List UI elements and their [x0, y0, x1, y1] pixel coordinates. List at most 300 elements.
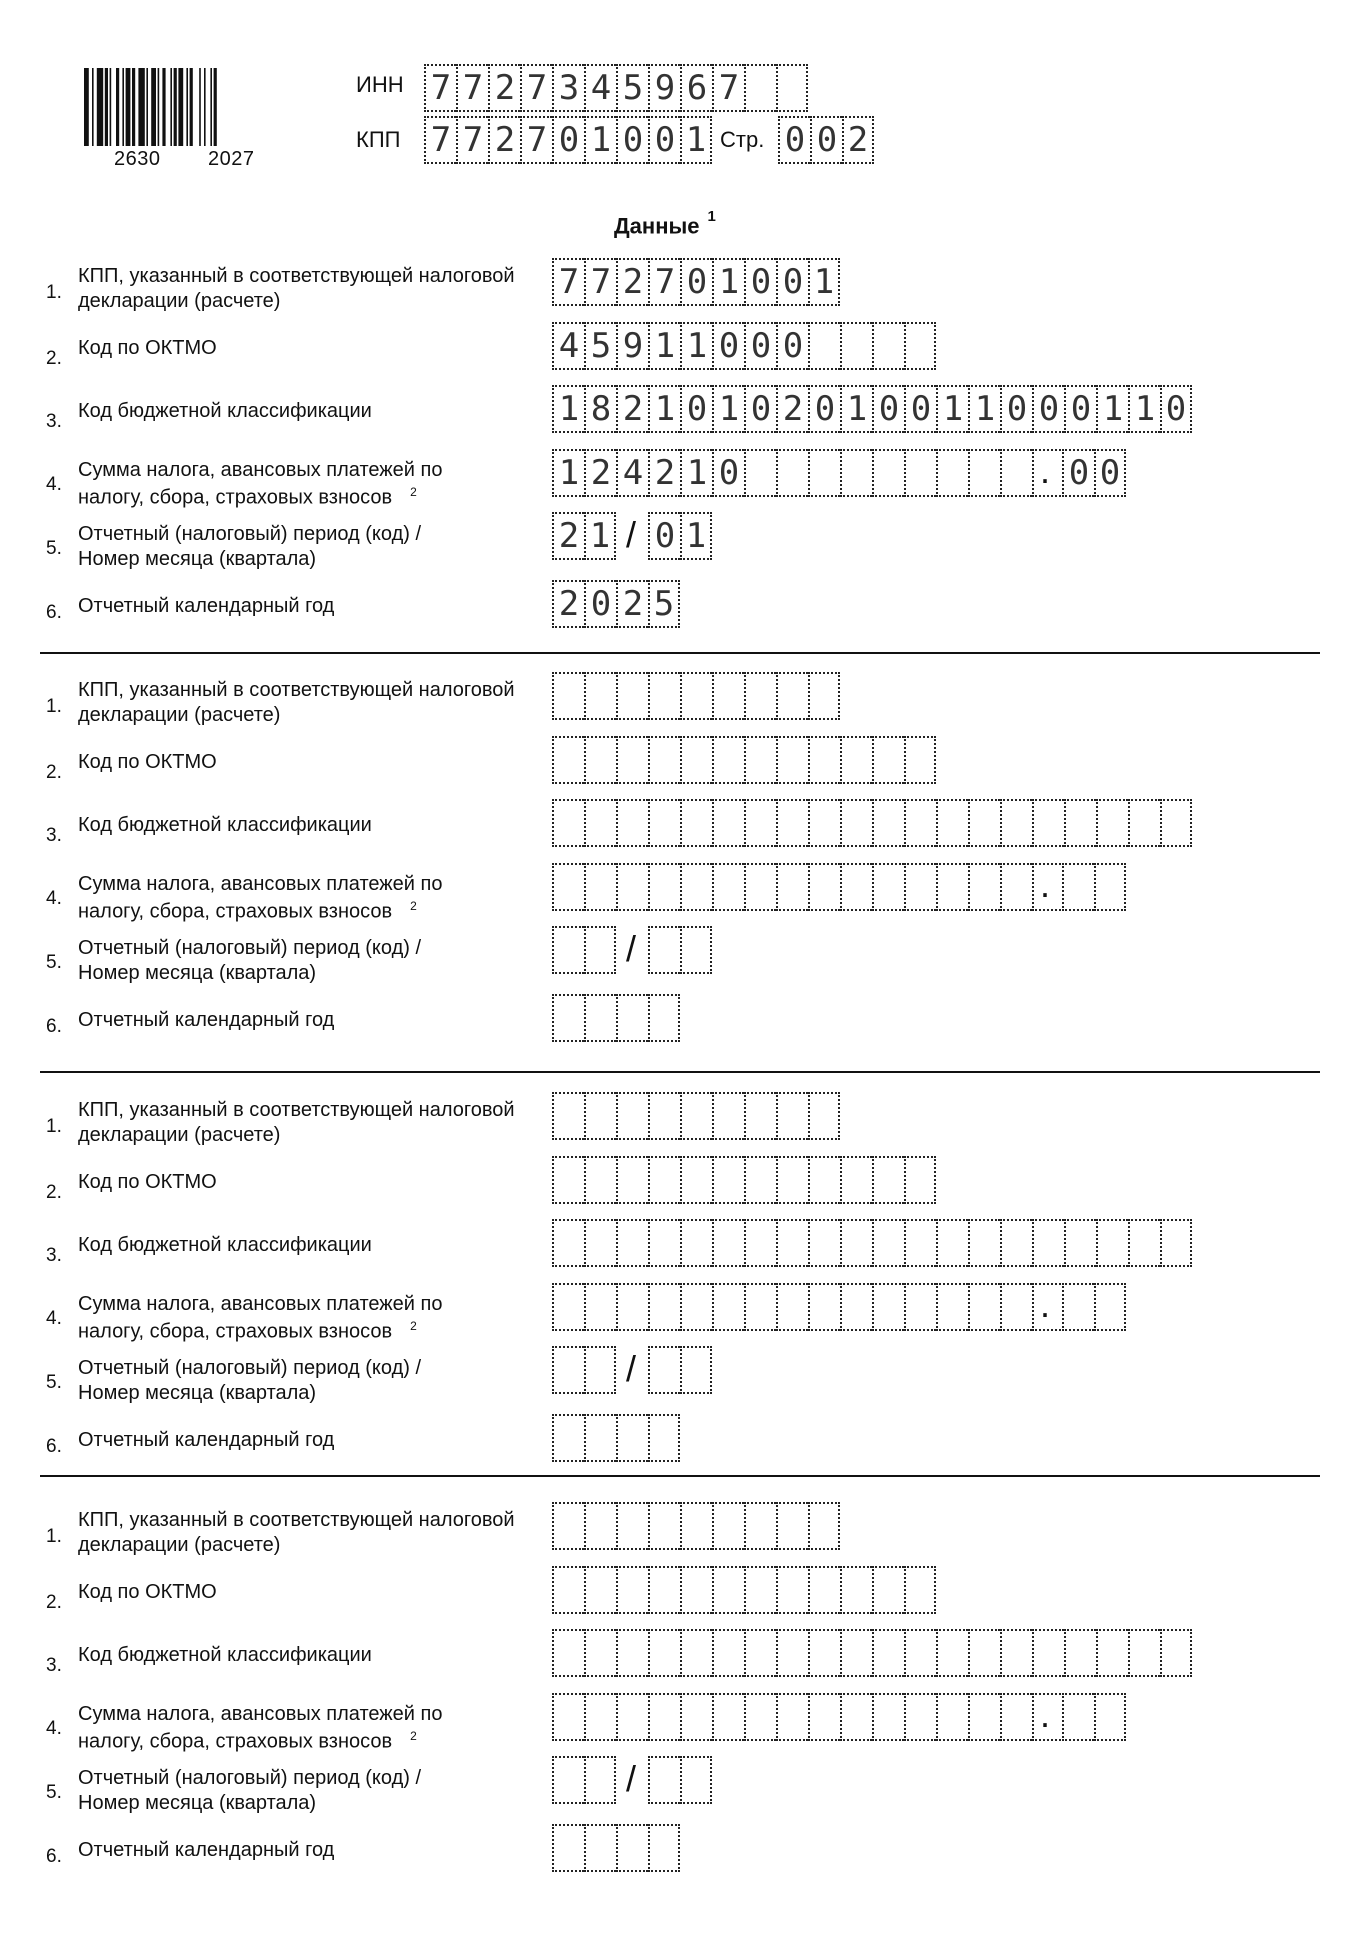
cell[interactable] [872, 322, 904, 370]
cell[interactable] [808, 1566, 840, 1614]
cell[interactable] [1064, 1629, 1096, 1677]
cell[interactable] [808, 1219, 840, 1267]
cell[interactable] [840, 799, 872, 847]
cell[interactable] [808, 322, 840, 370]
cell[interactable] [776, 863, 808, 911]
cell[interactable]: 1 [840, 385, 872, 433]
cell[interactable] [552, 672, 584, 720]
page-number-field[interactable] [778, 116, 874, 164]
inn-field[interactable] [424, 64, 808, 112]
cell[interactable] [712, 1219, 744, 1267]
cell[interactable]: 2 [616, 385, 648, 433]
cell[interactable] [904, 1566, 936, 1614]
cell[interactable]: 2 [488, 116, 520, 164]
cell[interactable] [872, 449, 904, 497]
cell[interactable] [904, 736, 936, 784]
cell[interactable] [584, 799, 616, 847]
cell[interactable] [648, 1219, 680, 1267]
cell[interactable]: 2 [842, 116, 874, 164]
cell[interactable] [872, 1219, 904, 1267]
cell[interactable] [872, 1566, 904, 1614]
cell[interactable] [968, 1219, 1000, 1267]
cell[interactable]: 2 [552, 580, 584, 628]
cell[interactable] [680, 799, 712, 847]
cell[interactable]: 3 [552, 64, 584, 112]
cell[interactable] [840, 863, 872, 911]
cell[interactable] [744, 64, 776, 112]
cell[interactable] [808, 1283, 840, 1331]
oktmo-field[interactable] [552, 1566, 936, 1614]
cell[interactable] [1032, 1629, 1064, 1677]
cell[interactable] [552, 994, 584, 1042]
cell[interactable] [680, 1346, 712, 1394]
cell[interactable]: 5 [584, 322, 616, 370]
cell[interactable] [904, 322, 936, 370]
cell[interactable]: 2 [552, 512, 584, 560]
cell[interactable] [840, 1219, 872, 1267]
cell[interactable] [840, 1283, 872, 1331]
cell[interactable]: 6 [680, 64, 712, 112]
sum-decimal-field[interactable] [1062, 863, 1126, 911]
cell[interactable] [904, 1693, 936, 1741]
cell[interactable]: 0 [744, 258, 776, 306]
cell[interactable] [712, 1566, 744, 1614]
oktmo-field[interactable] [552, 736, 936, 784]
cell[interactable] [616, 1824, 648, 1872]
cell[interactable] [808, 736, 840, 784]
cell[interactable] [680, 1566, 712, 1614]
cell[interactable] [744, 1693, 776, 1741]
cell[interactable] [584, 1566, 616, 1614]
cell[interactable]: 7 [456, 116, 488, 164]
sum-integer-field[interactable] [552, 863, 1064, 911]
cell[interactable]: 0 [648, 116, 680, 164]
cell[interactable]: 7 [520, 64, 552, 112]
cell[interactable] [744, 863, 776, 911]
cell[interactable] [552, 1219, 584, 1267]
period-number-field[interactable] [648, 1346, 712, 1394]
cell[interactable] [616, 1283, 648, 1331]
cell[interactable] [552, 1824, 584, 1872]
cell[interactable] [680, 1629, 712, 1677]
sum-integer-field[interactable] [552, 1693, 1064, 1741]
cell[interactable] [648, 799, 680, 847]
cell[interactable] [776, 799, 808, 847]
cell[interactable] [680, 1502, 712, 1550]
cell[interactable] [904, 1156, 936, 1204]
cell[interactable] [616, 1629, 648, 1677]
cell[interactable] [584, 926, 616, 974]
cell[interactable] [936, 449, 968, 497]
kpp-field[interactable] [552, 1502, 840, 1550]
cell[interactable] [1128, 1219, 1160, 1267]
year-field[interactable] [552, 994, 680, 1042]
cell[interactable] [616, 1156, 648, 1204]
cell[interactable]: 1 [712, 385, 744, 433]
cell[interactable] [648, 1283, 680, 1331]
cell[interactable] [616, 736, 648, 784]
cell[interactable] [712, 672, 744, 720]
cell[interactable] [808, 1693, 840, 1741]
year-field[interactable] [552, 1414, 680, 1462]
cell[interactable]: 9 [616, 322, 648, 370]
cell[interactable] [840, 1156, 872, 1204]
cell[interactable]: 9 [648, 64, 680, 112]
cell[interactable]: 5 [648, 580, 680, 628]
cell[interactable] [584, 1092, 616, 1140]
cell[interactable] [584, 1346, 616, 1394]
cell[interactable] [776, 1219, 808, 1267]
cell[interactable] [840, 1629, 872, 1677]
cell[interactable] [648, 1502, 680, 1550]
cell[interactable] [680, 1756, 712, 1804]
cell[interactable] [1096, 1629, 1128, 1677]
cell[interactable]: 7 [648, 258, 680, 306]
cell[interactable] [680, 736, 712, 784]
cell[interactable] [808, 672, 840, 720]
kpp-field[interactable] [552, 258, 840, 306]
cell[interactable] [1062, 1693, 1094, 1741]
cell[interactable] [776, 1693, 808, 1741]
sum-integer-field[interactable] [552, 449, 1064, 497]
kbk-field[interactable] [552, 799, 1192, 847]
cell[interactable] [936, 1693, 968, 1741]
cell[interactable] [840, 449, 872, 497]
cell[interactable] [1000, 1629, 1032, 1677]
kbk-field[interactable] [552, 385, 1192, 433]
cell[interactable] [776, 64, 808, 112]
cell[interactable] [584, 1629, 616, 1677]
cell[interactable]: 0 [776, 258, 808, 306]
cell[interactable]: 7 [712, 64, 744, 112]
cell[interactable] [1064, 799, 1096, 847]
cell[interactable] [616, 1566, 648, 1614]
cell[interactable] [1094, 1693, 1126, 1741]
cell[interactable] [552, 1756, 584, 1804]
cell[interactable] [744, 1283, 776, 1331]
cell[interactable]: 4 [584, 64, 616, 112]
cell[interactable]: 8 [584, 385, 616, 433]
cell[interactable] [1032, 799, 1064, 847]
cell[interactable] [968, 449, 1000, 497]
cell[interactable]: 0 [872, 385, 904, 433]
oktmo-field[interactable] [552, 322, 936, 370]
kbk-field[interactable] [552, 1629, 1192, 1677]
cell[interactable] [936, 1219, 968, 1267]
year-field[interactable] [552, 580, 680, 628]
cell[interactable] [968, 799, 1000, 847]
cell[interactable]: 7 [520, 116, 552, 164]
cell[interactable] [1062, 863, 1094, 911]
cell[interactable]: 7 [424, 64, 456, 112]
sum-decimal-field[interactable] [1062, 1693, 1126, 1741]
cell[interactable] [616, 1693, 648, 1741]
cell[interactable] [584, 1693, 616, 1741]
cell[interactable] [680, 1156, 712, 1204]
cell[interactable] [584, 1824, 616, 1872]
cell[interactable] [744, 799, 776, 847]
cell[interactable]: 0 [1062, 449, 1094, 497]
cell[interactable] [584, 1756, 616, 1804]
cell[interactable] [1128, 799, 1160, 847]
cell[interactable] [744, 1629, 776, 1677]
cell[interactable] [808, 1502, 840, 1550]
cell[interactable] [968, 1693, 1000, 1741]
cell[interactable]: 0 [712, 322, 744, 370]
cell[interactable]: 0 [584, 580, 616, 628]
cell[interactable]: 1 [808, 258, 840, 306]
oktmo-field[interactable] [552, 1156, 936, 1204]
cell[interactable] [616, 994, 648, 1042]
year-field[interactable] [552, 1824, 680, 1872]
cell[interactable] [616, 1219, 648, 1267]
period-number-field[interactable] [648, 926, 712, 974]
cell[interactable]: 2 [584, 449, 616, 497]
cell[interactable] [1128, 1629, 1160, 1677]
cell[interactable] [584, 736, 616, 784]
cell[interactable] [552, 1156, 584, 1204]
cell[interactable] [552, 1566, 584, 1614]
cell[interactable] [904, 863, 936, 911]
cell[interactable] [680, 863, 712, 911]
cell[interactable] [904, 1629, 936, 1677]
cell[interactable] [872, 863, 904, 911]
cell[interactable] [1000, 799, 1032, 847]
cell[interactable] [552, 926, 584, 974]
cell[interactable] [776, 1156, 808, 1204]
cell[interactable] [840, 1693, 872, 1741]
cell[interactable] [680, 1219, 712, 1267]
cell[interactable] [808, 1629, 840, 1677]
cell[interactable] [552, 1414, 584, 1462]
cell[interactable] [1000, 1693, 1032, 1741]
cell[interactable] [680, 1283, 712, 1331]
kbk-field[interactable] [552, 1219, 1192, 1267]
cell[interactable] [1000, 1283, 1032, 1331]
cell[interactable] [616, 799, 648, 847]
cell[interactable]: 0 [1000, 385, 1032, 433]
cell[interactable]: 7 [456, 64, 488, 112]
cell[interactable] [712, 1693, 744, 1741]
cell[interactable]: 0 [648, 512, 680, 560]
cell[interactable] [776, 1283, 808, 1331]
cell[interactable] [872, 799, 904, 847]
cell[interactable]: 0 [744, 322, 776, 370]
cell[interactable] [552, 736, 584, 784]
cell[interactable]: 0 [680, 258, 712, 306]
cell[interactable]: 0 [744, 385, 776, 433]
period-code-field[interactable] [552, 1346, 616, 1394]
cell[interactable] [584, 672, 616, 720]
cell[interactable] [776, 449, 808, 497]
cell[interactable] [1094, 1283, 1126, 1331]
cell[interactable] [584, 1219, 616, 1267]
cell[interactable] [552, 1283, 584, 1331]
cell[interactable]: 1 [648, 322, 680, 370]
cell[interactable] [712, 1502, 744, 1550]
cell[interactable] [1160, 799, 1192, 847]
cell[interactable]: 1 [552, 385, 584, 433]
cell[interactable] [840, 322, 872, 370]
cell[interactable] [968, 1283, 1000, 1331]
sum-decimal-field[interactable] [1062, 449, 1126, 497]
cell[interactable]: 0 [616, 116, 648, 164]
cell[interactable] [1096, 799, 1128, 847]
cell[interactable] [616, 1414, 648, 1462]
cell[interactable] [872, 736, 904, 784]
cell[interactable] [776, 1502, 808, 1550]
cell[interactable] [776, 1566, 808, 1614]
cell[interactable] [1062, 1283, 1094, 1331]
cell[interactable] [680, 926, 712, 974]
period-number-field[interactable] [648, 1756, 712, 1804]
cell[interactable] [648, 1629, 680, 1677]
cell[interactable] [808, 1092, 840, 1140]
cell[interactable]: 1 [680, 449, 712, 497]
cell[interactable] [552, 799, 584, 847]
cell[interactable]: 0 [810, 116, 842, 164]
cell[interactable]: 0 [1064, 385, 1096, 433]
cell[interactable] [744, 736, 776, 784]
cell[interactable]: 0 [1032, 385, 1064, 433]
cell[interactable] [712, 1092, 744, 1140]
period-code-field[interactable] [552, 926, 616, 974]
cell[interactable] [552, 1346, 584, 1394]
cell[interactable]: 1 [680, 322, 712, 370]
cell[interactable]: 0 [712, 449, 744, 497]
cell[interactable] [584, 1283, 616, 1331]
cell[interactable]: 4 [552, 322, 584, 370]
cell[interactable]: 5 [616, 64, 648, 112]
cell[interactable]: 1 [968, 385, 1000, 433]
cell[interactable] [744, 1219, 776, 1267]
cell[interactable] [648, 863, 680, 911]
cell[interactable] [904, 449, 936, 497]
cell[interactable]: 0 [778, 116, 810, 164]
cell[interactable] [904, 799, 936, 847]
cell[interactable] [936, 799, 968, 847]
cell[interactable]: 0 [904, 385, 936, 433]
cell[interactable]: 0 [776, 322, 808, 370]
cell[interactable] [1064, 1219, 1096, 1267]
cell[interactable] [808, 449, 840, 497]
period-code-field[interactable] [552, 1756, 616, 1804]
cell[interactable] [840, 736, 872, 784]
cell[interactable] [712, 1283, 744, 1331]
cell[interactable]: 2 [776, 385, 808, 433]
cell[interactable] [808, 799, 840, 847]
cell[interactable] [680, 1693, 712, 1741]
cell[interactable] [648, 1092, 680, 1140]
cell[interactable]: 1 [584, 512, 616, 560]
cell[interactable] [1160, 1629, 1192, 1677]
cell[interactable] [616, 863, 648, 911]
cell[interactable] [712, 799, 744, 847]
cell[interactable]: 7 [584, 258, 616, 306]
cell[interactable] [744, 1566, 776, 1614]
cell[interactable] [808, 863, 840, 911]
cell[interactable] [744, 672, 776, 720]
cell[interactable]: 1 [648, 385, 680, 433]
cell[interactable] [552, 863, 584, 911]
cell[interactable] [552, 1693, 584, 1741]
kpp-field[interactable] [552, 672, 840, 720]
period-number-field[interactable] [648, 512, 712, 560]
cell[interactable] [1094, 863, 1126, 911]
cell[interactable]: 1 [1096, 385, 1128, 433]
cell[interactable]: 1 [1128, 385, 1160, 433]
cell[interactable] [616, 672, 648, 720]
cell[interactable] [584, 863, 616, 911]
cell[interactable] [776, 1629, 808, 1677]
cell[interactable]: 7 [424, 116, 456, 164]
cell[interactable] [712, 1629, 744, 1677]
cell[interactable] [680, 1092, 712, 1140]
cell[interactable]: 4 [616, 449, 648, 497]
cell[interactable] [872, 1629, 904, 1677]
cell[interactable] [776, 1092, 808, 1140]
cell[interactable] [680, 672, 712, 720]
sum-decimal-field[interactable] [1062, 1283, 1126, 1331]
cell[interactable]: 1 [680, 512, 712, 560]
cell[interactable] [808, 1156, 840, 1204]
cell[interactable]: 0 [680, 385, 712, 433]
kpp-field[interactable] [424, 116, 712, 164]
cell[interactable] [648, 1824, 680, 1872]
cell[interactable]: 1 [712, 258, 744, 306]
cell[interactable] [936, 1283, 968, 1331]
cell[interactable] [648, 1566, 680, 1614]
cell[interactable] [936, 863, 968, 911]
cell[interactable]: 2 [488, 64, 520, 112]
cell[interactable] [648, 1693, 680, 1741]
cell[interactable] [1000, 1219, 1032, 1267]
cell[interactable] [1096, 1219, 1128, 1267]
cell[interactable] [584, 994, 616, 1042]
cell[interactable] [616, 1502, 648, 1550]
cell[interactable] [584, 1414, 616, 1462]
cell[interactable] [936, 1629, 968, 1677]
cell[interactable] [584, 1156, 616, 1204]
cell[interactable]: 1 [552, 449, 584, 497]
cell[interactable] [648, 994, 680, 1042]
cell[interactable]: 1 [680, 116, 712, 164]
sum-integer-field[interactable] [552, 1283, 1064, 1331]
cell[interactable] [648, 1156, 680, 1204]
cell[interactable] [968, 1629, 1000, 1677]
kpp-field[interactable] [552, 1092, 840, 1140]
cell[interactable] [648, 672, 680, 720]
cell[interactable] [552, 1502, 584, 1550]
cell[interactable] [776, 736, 808, 784]
cell[interactable] [1032, 1219, 1064, 1267]
cell[interactable] [552, 1629, 584, 1677]
cell[interactable]: 2 [648, 449, 680, 497]
cell[interactable] [872, 1693, 904, 1741]
cell[interactable] [552, 1092, 584, 1140]
cell[interactable] [648, 1756, 680, 1804]
cell[interactable]: 7 [552, 258, 584, 306]
cell[interactable] [712, 863, 744, 911]
cell[interactable]: 1 [936, 385, 968, 433]
cell[interactable] [744, 449, 776, 497]
cell[interactable]: 0 [808, 385, 840, 433]
cell[interactable] [744, 1092, 776, 1140]
cell[interactable] [904, 1283, 936, 1331]
period-code-field[interactable] [552, 512, 616, 560]
cell[interactable] [712, 736, 744, 784]
cell[interactable] [872, 1156, 904, 1204]
